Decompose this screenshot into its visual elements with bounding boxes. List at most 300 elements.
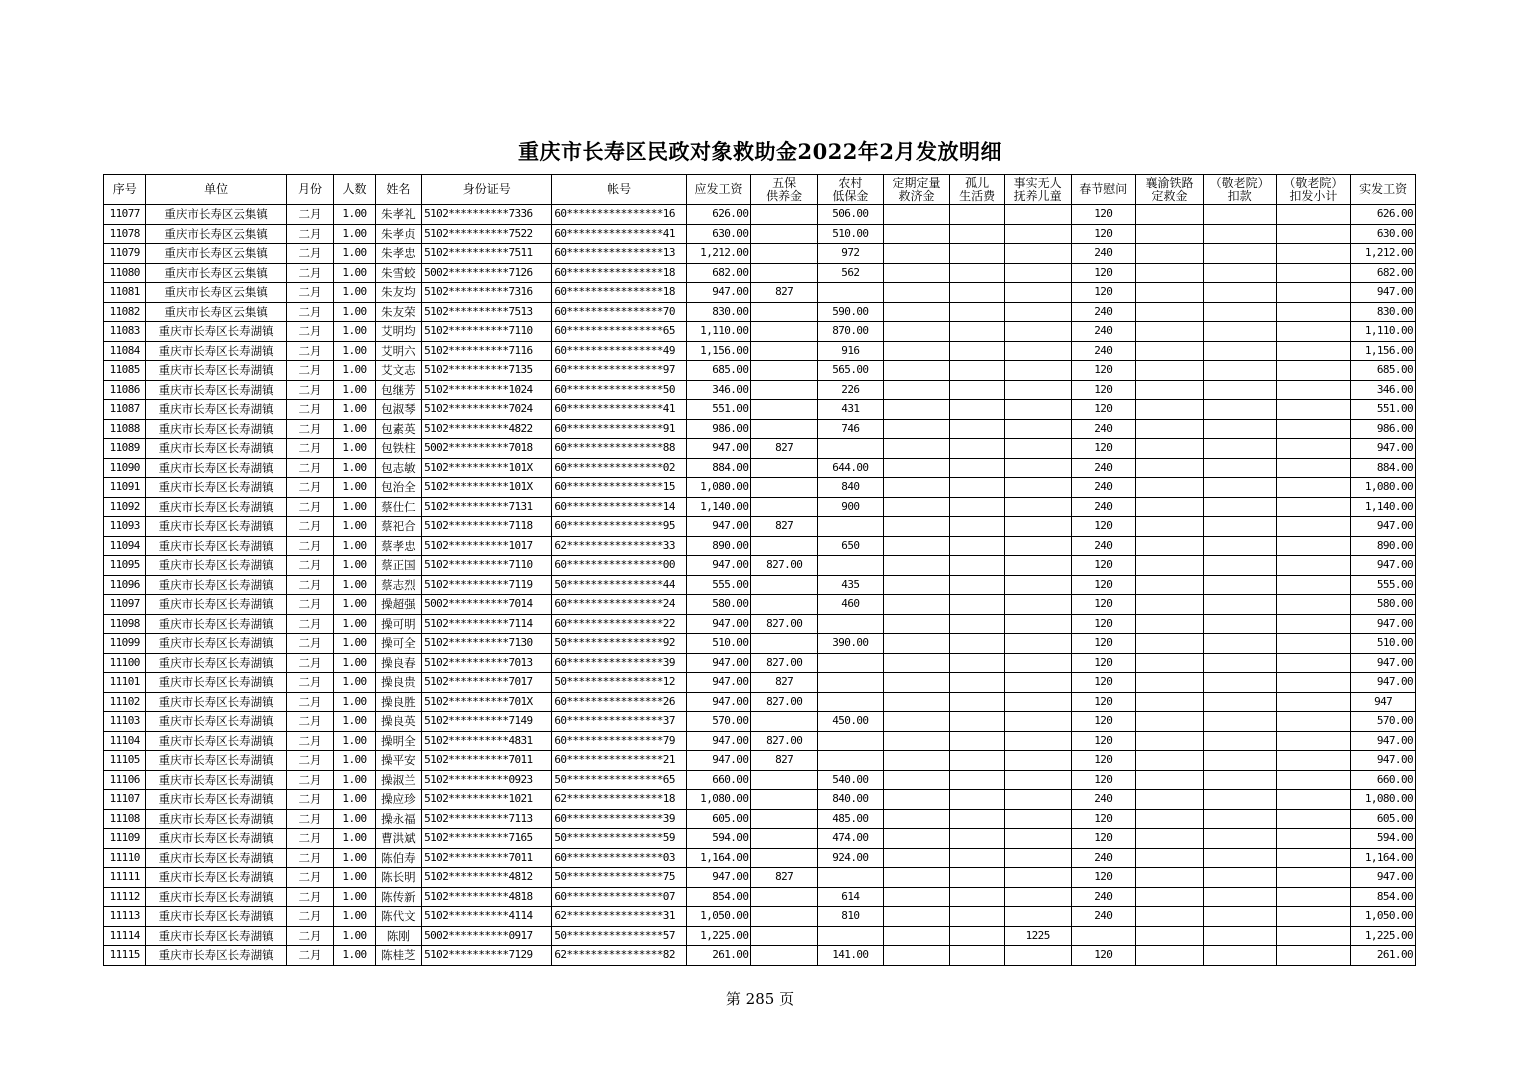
cell-deduct (1203, 536, 1276, 556)
cell-persons: 1.00 (334, 575, 375, 595)
cell-wubao (751, 380, 818, 400)
cell-seq: 11108 (104, 809, 146, 829)
cell-account: 60****************39 (552, 809, 686, 829)
cell-guer (950, 614, 1005, 634)
column-header-account (552, 175, 686, 205)
cell-wubao: 827 (751, 439, 818, 459)
cell-persons: 1.00 (334, 283, 375, 303)
cell-railway (1136, 283, 1204, 303)
table-row (104, 692, 1416, 712)
cell-actual: 1,140.00 (1351, 497, 1416, 517)
cell-month: 二月 (286, 439, 333, 459)
cell-name: 操应珍 (375, 790, 421, 810)
cell-subtotal (1276, 224, 1351, 244)
cell-shishi (1004, 419, 1071, 439)
cell-month: 二月 (286, 283, 333, 303)
cell-railway (1136, 946, 1204, 966)
cell-unit: 重庆市长寿区长寿湖镇 (146, 653, 286, 673)
cell-name: 包治全 (375, 478, 421, 498)
cell-shishi (1004, 536, 1071, 556)
cell-deduct (1203, 751, 1276, 771)
cell-name: 陈刚 (375, 926, 421, 946)
relief-table (103, 174, 1416, 966)
cell-persons: 1.00 (334, 848, 375, 868)
cell-deduct (1203, 263, 1276, 283)
cell-shishi (1004, 302, 1071, 322)
cell-seq: 11091 (104, 478, 146, 498)
cell-railway (1136, 439, 1204, 459)
cell-shishi (1004, 731, 1071, 751)
cell-actual: 626.00 (1351, 205, 1416, 225)
cell-subtotal (1276, 205, 1351, 225)
cell-payable: 884.00 (686, 458, 751, 478)
cell-account: 60****************18 (552, 283, 686, 303)
cell-subtotal (1276, 361, 1351, 381)
cell-wubao (751, 712, 818, 732)
cell-payable: 570.00 (686, 712, 751, 732)
cell-guer (950, 556, 1005, 576)
cell-month: 二月 (286, 380, 333, 400)
cell-unit: 重庆市长寿区长寿湖镇 (146, 829, 286, 849)
cell-unit: 重庆市长寿区长寿湖镇 (146, 497, 286, 517)
cell-dingqi (883, 439, 950, 459)
cell-festival: 240 (1071, 322, 1136, 342)
column-header-line1: 实发工资 (1359, 182, 1408, 196)
cell-shishi (1004, 692, 1071, 712)
cell-dibao (818, 731, 884, 751)
cell-dibao: 562 (818, 263, 884, 283)
cell-deduct (1203, 809, 1276, 829)
cell-shishi (1004, 361, 1071, 381)
cell-wubao (751, 926, 818, 946)
cell-guer (950, 517, 1005, 537)
cell-subtotal (1276, 322, 1351, 342)
cell-actual: 884.00 (1351, 458, 1416, 478)
cell-id: 5102**********4812 (422, 868, 552, 888)
cell-deduct (1203, 614, 1276, 634)
cell-name: 蔡祀合 (375, 517, 421, 537)
cell-dibao: 450.00 (818, 712, 884, 732)
cell-persons: 1.00 (334, 751, 375, 771)
column-header-line2: 生活费 (959, 188, 996, 203)
cell-dibao (818, 673, 884, 693)
cell-railway (1136, 926, 1204, 946)
cell-shishi (1004, 244, 1071, 264)
cell-guer (950, 458, 1005, 478)
cell-dingqi (883, 731, 950, 751)
cell-account: 60****************24 (552, 595, 686, 615)
cell-actual: 1,156.00 (1351, 341, 1416, 361)
cell-month: 二月 (286, 400, 333, 420)
cell-actual: 580.00 (1351, 595, 1416, 615)
cell-dibao: 900 (818, 497, 884, 517)
table-row (104, 907, 1416, 927)
cell-month: 二月 (286, 751, 333, 771)
cell-wubao (751, 946, 818, 966)
cell-payable: 1,156.00 (686, 341, 751, 361)
cell-seq: 11077 (104, 205, 146, 225)
table-row (104, 595, 1416, 615)
cell-id: 5102**********7113 (422, 809, 552, 829)
cell-festival: 120 (1071, 400, 1136, 420)
page-number: 第 285 页 (725, 990, 795, 1008)
cell-actual: 570.00 (1351, 712, 1416, 732)
cell-subtotal (1276, 536, 1351, 556)
cell-seq: 11113 (104, 907, 146, 927)
cell-unit: 重庆市长寿区长寿湖镇 (146, 595, 286, 615)
cell-name: 陈长明 (375, 868, 421, 888)
column-header-line1: 帐号 (607, 182, 632, 196)
cell-persons: 1.00 (334, 244, 375, 264)
cell-railway (1136, 244, 1204, 264)
column-header-line1: 襄渝铁路 (1145, 175, 1194, 190)
cell-name: 包志敏 (375, 458, 421, 478)
cell-dibao: 390.00 (818, 634, 884, 654)
cell-guer (950, 575, 1005, 595)
cell-payable: 510.00 (686, 634, 751, 654)
cell-persons: 1.00 (334, 614, 375, 634)
cell-month: 二月 (286, 946, 333, 966)
cell-persons: 1.00 (334, 439, 375, 459)
cell-railway (1136, 205, 1204, 225)
cell-guer (950, 673, 1005, 693)
column-header-persons (334, 175, 375, 205)
cell-wubao: 827.00 (751, 653, 818, 673)
cell-deduct (1203, 400, 1276, 420)
cell-dingqi (883, 907, 950, 927)
column-header-line1: 春节慰问 (1079, 182, 1128, 196)
cell-wubao (751, 575, 818, 595)
cell-name: 操永福 (375, 809, 421, 829)
cell-dingqi (883, 361, 950, 381)
cell-id: 5102**********4822 (422, 419, 552, 439)
cell-unit: 重庆市长寿区云集镇 (146, 224, 286, 244)
cell-unit: 重庆市长寿区长寿湖镇 (146, 790, 286, 810)
cell-dibao: 474.00 (818, 829, 884, 849)
cell-unit: 重庆市长寿区长寿湖镇 (146, 322, 286, 342)
cell-id: 5102**********4114 (422, 907, 552, 927)
column-header-actual (1351, 175, 1416, 205)
cell-account: 60****************26 (552, 692, 686, 712)
cell-month: 二月 (286, 556, 333, 576)
cell-guer (950, 497, 1005, 517)
cell-dingqi (883, 517, 950, 537)
cell-wubao (751, 458, 818, 478)
cell-guer (950, 205, 1005, 225)
cell-payable: 986.00 (686, 419, 751, 439)
cell-persons: 1.00 (334, 790, 375, 810)
cell-month: 二月 (286, 848, 333, 868)
cell-deduct (1203, 595, 1276, 615)
cell-actual: 1,110.00 (1351, 322, 1416, 342)
cell-festival: 120 (1071, 575, 1136, 595)
cell-payable: 630.00 (686, 224, 751, 244)
cell-deduct (1203, 887, 1276, 907)
cell-name: 蔡孝忠 (375, 536, 421, 556)
cell-seq: 11103 (104, 712, 146, 732)
cell-festival: 120 (1071, 731, 1136, 751)
column-header-line2: 扣发小计 (1289, 188, 1338, 203)
cell-persons: 1.00 (334, 536, 375, 556)
cell-seq: 11085 (104, 361, 146, 381)
cell-shishi (1004, 478, 1071, 498)
cell-festival: 240 (1071, 848, 1136, 868)
cell-persons: 1.00 (334, 517, 375, 537)
cell-dibao (818, 751, 884, 771)
cell-month: 二月 (286, 809, 333, 829)
cell-name: 朱雪蛟 (375, 263, 421, 283)
cell-account: 62****************33 (552, 536, 686, 556)
cell-guer (950, 224, 1005, 244)
cell-subtotal (1276, 634, 1351, 654)
cell-unit: 重庆市长寿区云集镇 (146, 302, 286, 322)
cell-festival: 120 (1071, 751, 1136, 771)
cell-railway (1136, 322, 1204, 342)
cell-railway (1136, 751, 1204, 771)
cell-subtotal (1276, 946, 1351, 966)
cell-month: 二月 (286, 575, 333, 595)
cell-railway (1136, 536, 1204, 556)
cell-wubao: 827.00 (751, 556, 818, 576)
cell-seq: 11094 (104, 536, 146, 556)
cell-actual: 1,050.00 (1351, 907, 1416, 927)
cell-festival: 120 (1071, 439, 1136, 459)
cell-railway (1136, 341, 1204, 361)
cell-account: 60****************70 (552, 302, 686, 322)
cell-persons: 1.00 (334, 497, 375, 517)
cell-guer (950, 692, 1005, 712)
table-row (104, 731, 1416, 751)
cell-account: 60****************49 (552, 341, 686, 361)
cell-shishi (1004, 614, 1071, 634)
cell-id: 5102**********7165 (422, 829, 552, 849)
cell-id: 5102**********1021 (422, 790, 552, 810)
column-header-line1: 五保 (772, 175, 797, 190)
cell-wubao: 827 (751, 868, 818, 888)
table-header-row (104, 175, 1416, 205)
cell-guer (950, 536, 1005, 556)
cell-payable: 947.00 (686, 517, 751, 537)
cell-seq: 11109 (104, 829, 146, 849)
cell-subtotal (1276, 478, 1351, 498)
cell-festival: 240 (1071, 458, 1136, 478)
cell-dibao: 614 (818, 887, 884, 907)
cell-deduct (1203, 439, 1276, 459)
column-header-payable (686, 175, 751, 205)
cell-deduct (1203, 790, 1276, 810)
cell-id: 5102**********7149 (422, 712, 552, 732)
column-header-line1: （敬老院） (1283, 175, 1344, 190)
cell-shishi (1004, 673, 1071, 693)
cell-seq: 11110 (104, 848, 146, 868)
cell-actual: 947.00 (1351, 731, 1416, 751)
cell-shishi (1004, 322, 1071, 342)
cell-wubao (751, 400, 818, 420)
cell-actual: 947.00 (1351, 614, 1416, 634)
cell-month: 二月 (286, 790, 333, 810)
table-row (104, 575, 1416, 595)
cell-shishi (1004, 809, 1071, 829)
cell-shishi (1004, 770, 1071, 790)
cell-persons: 1.00 (334, 887, 375, 907)
cell-actual: 947.00 (1351, 653, 1416, 673)
cell-actual: 830.00 (1351, 302, 1416, 322)
cell-deduct (1203, 653, 1276, 673)
column-header-dingqi (883, 175, 950, 205)
cell-unit: 重庆市长寿区云集镇 (146, 244, 286, 264)
cell-shishi (1004, 790, 1071, 810)
table-row (104, 361, 1416, 381)
cell-account: 50****************92 (552, 634, 686, 654)
cell-month: 二月 (286, 263, 333, 283)
cell-railway (1136, 614, 1204, 634)
cell-dingqi (883, 926, 950, 946)
cell-actual: 947.00 (1351, 283, 1416, 303)
cell-payable: 682.00 (686, 263, 751, 283)
cell-id: 5102**********7116 (422, 341, 552, 361)
cell-unit: 重庆市长寿区长寿湖镇 (146, 361, 286, 381)
cell-wubao: 827.00 (751, 692, 818, 712)
cell-account: 50****************75 (552, 868, 686, 888)
cell-subtotal (1276, 497, 1351, 517)
cell-month: 二月 (286, 614, 333, 634)
cell-dingqi (883, 458, 950, 478)
cell-unit: 重庆市长寿区云集镇 (146, 283, 286, 303)
cell-subtotal (1276, 809, 1351, 829)
column-header-festival (1071, 175, 1136, 205)
cell-account: 60****************07 (552, 887, 686, 907)
cell-guer (950, 751, 1005, 771)
cell-dingqi (883, 809, 950, 829)
cell-wubao (751, 205, 818, 225)
cell-wubao (751, 829, 818, 849)
cell-account: 60****************16 (552, 205, 686, 225)
column-header-line1: 农村 (838, 175, 863, 190)
cell-dingqi (883, 614, 950, 634)
cell-wubao (751, 887, 818, 907)
cell-wubao: 827 (751, 751, 818, 771)
cell-subtotal (1276, 595, 1351, 615)
cell-deduct (1203, 244, 1276, 264)
cell-name: 曹洪斌 (375, 829, 421, 849)
cell-name: 包素英 (375, 419, 421, 439)
cell-id: 5102**********1024 (422, 380, 552, 400)
cell-account: 50****************59 (552, 829, 686, 849)
column-header-line1: 定期定量 (892, 175, 941, 190)
cell-wubao (751, 361, 818, 381)
cell-dibao: 916 (818, 341, 884, 361)
cell-festival: 240 (1071, 536, 1136, 556)
cell-festival: 120 (1071, 517, 1136, 537)
cell-account: 60****************14 (552, 497, 686, 517)
cell-shishi (1004, 283, 1071, 303)
cell-dibao: 746 (818, 419, 884, 439)
cell-name: 操良英 (375, 712, 421, 732)
cell-deduct (1203, 322, 1276, 342)
column-header-line1: 姓名 (386, 182, 411, 196)
cell-dibao: 460 (818, 595, 884, 615)
cell-unit: 重庆市长寿区长寿湖镇 (146, 673, 286, 693)
cell-name: 朱友荣 (375, 302, 421, 322)
cell-dibao (818, 868, 884, 888)
cell-dibao (818, 692, 884, 712)
cell-month: 二月 (286, 907, 333, 927)
cell-dingqi (883, 400, 950, 420)
cell-account: 60****************03 (552, 848, 686, 868)
cell-festival: 120 (1071, 283, 1136, 303)
cell-shishi (1004, 263, 1071, 283)
cell-dibao: 650 (818, 536, 884, 556)
cell-seq: 11107 (104, 790, 146, 810)
cell-id: 5102**********7011 (422, 751, 552, 771)
cell-railway (1136, 458, 1204, 478)
cell-payable: 605.00 (686, 809, 751, 829)
cell-payable: 594.00 (686, 829, 751, 849)
cell-unit: 重庆市长寿区长寿湖镇 (146, 809, 286, 829)
cell-month: 二月 (286, 458, 333, 478)
cell-subtotal (1276, 692, 1351, 712)
cell-wubao (751, 770, 818, 790)
cell-guer (950, 380, 1005, 400)
cell-payable: 947.00 (686, 283, 751, 303)
cell-persons: 1.00 (334, 419, 375, 439)
cell-unit: 重庆市长寿区长寿湖镇 (146, 946, 286, 966)
column-header-line2: 低保金 (832, 188, 869, 203)
column-header-line1: 事实无人 (1013, 175, 1062, 190)
table-row (104, 790, 1416, 810)
cell-name: 包铁柱 (375, 439, 421, 459)
cell-subtotal (1276, 712, 1351, 732)
cell-subtotal (1276, 751, 1351, 771)
cell-dibao (818, 283, 884, 303)
cell-seq: 11111 (104, 868, 146, 888)
cell-unit: 重庆市长寿区长寿湖镇 (146, 458, 286, 478)
cell-guer (950, 439, 1005, 459)
cell-payable: 1,080.00 (686, 790, 751, 810)
cell-dingqi (883, 946, 950, 966)
cell-festival: 120 (1071, 829, 1136, 849)
cell-festival: 120 (1071, 380, 1136, 400)
cell-subtotal (1276, 907, 1351, 927)
cell-festival: 120 (1071, 595, 1136, 615)
cell-unit: 重庆市长寿区长寿湖镇 (146, 868, 286, 888)
cell-subtotal (1276, 848, 1351, 868)
cell-wubao (751, 634, 818, 654)
column-header-line2: 扣款 (1227, 188, 1252, 203)
cell-seq: 11105 (104, 751, 146, 771)
cell-seq: 11104 (104, 731, 146, 751)
cell-subtotal (1276, 400, 1351, 420)
cell-guer (950, 829, 1005, 849)
cell-shishi (1004, 868, 1071, 888)
table-row (104, 926, 1416, 946)
cell-deduct (1203, 673, 1276, 693)
cell-festival: 240 (1071, 497, 1136, 517)
cell-dingqi (883, 634, 950, 654)
column-header-line2: 抚养儿童 (1013, 188, 1062, 203)
cell-id: 5102**********7114 (422, 614, 552, 634)
table-body (104, 205, 1416, 966)
cell-dibao: 485.00 (818, 809, 884, 829)
page-title: 重庆市长寿区民政对象救助金2022年2月发放明细 (517, 139, 1003, 164)
cell-wubao (751, 809, 818, 829)
cell-railway (1136, 907, 1204, 927)
cell-account: 60****************39 (552, 653, 686, 673)
column-header-unit (146, 175, 286, 205)
cell-festival: 120 (1071, 692, 1136, 712)
cell-railway (1136, 556, 1204, 576)
cell-railway (1136, 400, 1204, 420)
